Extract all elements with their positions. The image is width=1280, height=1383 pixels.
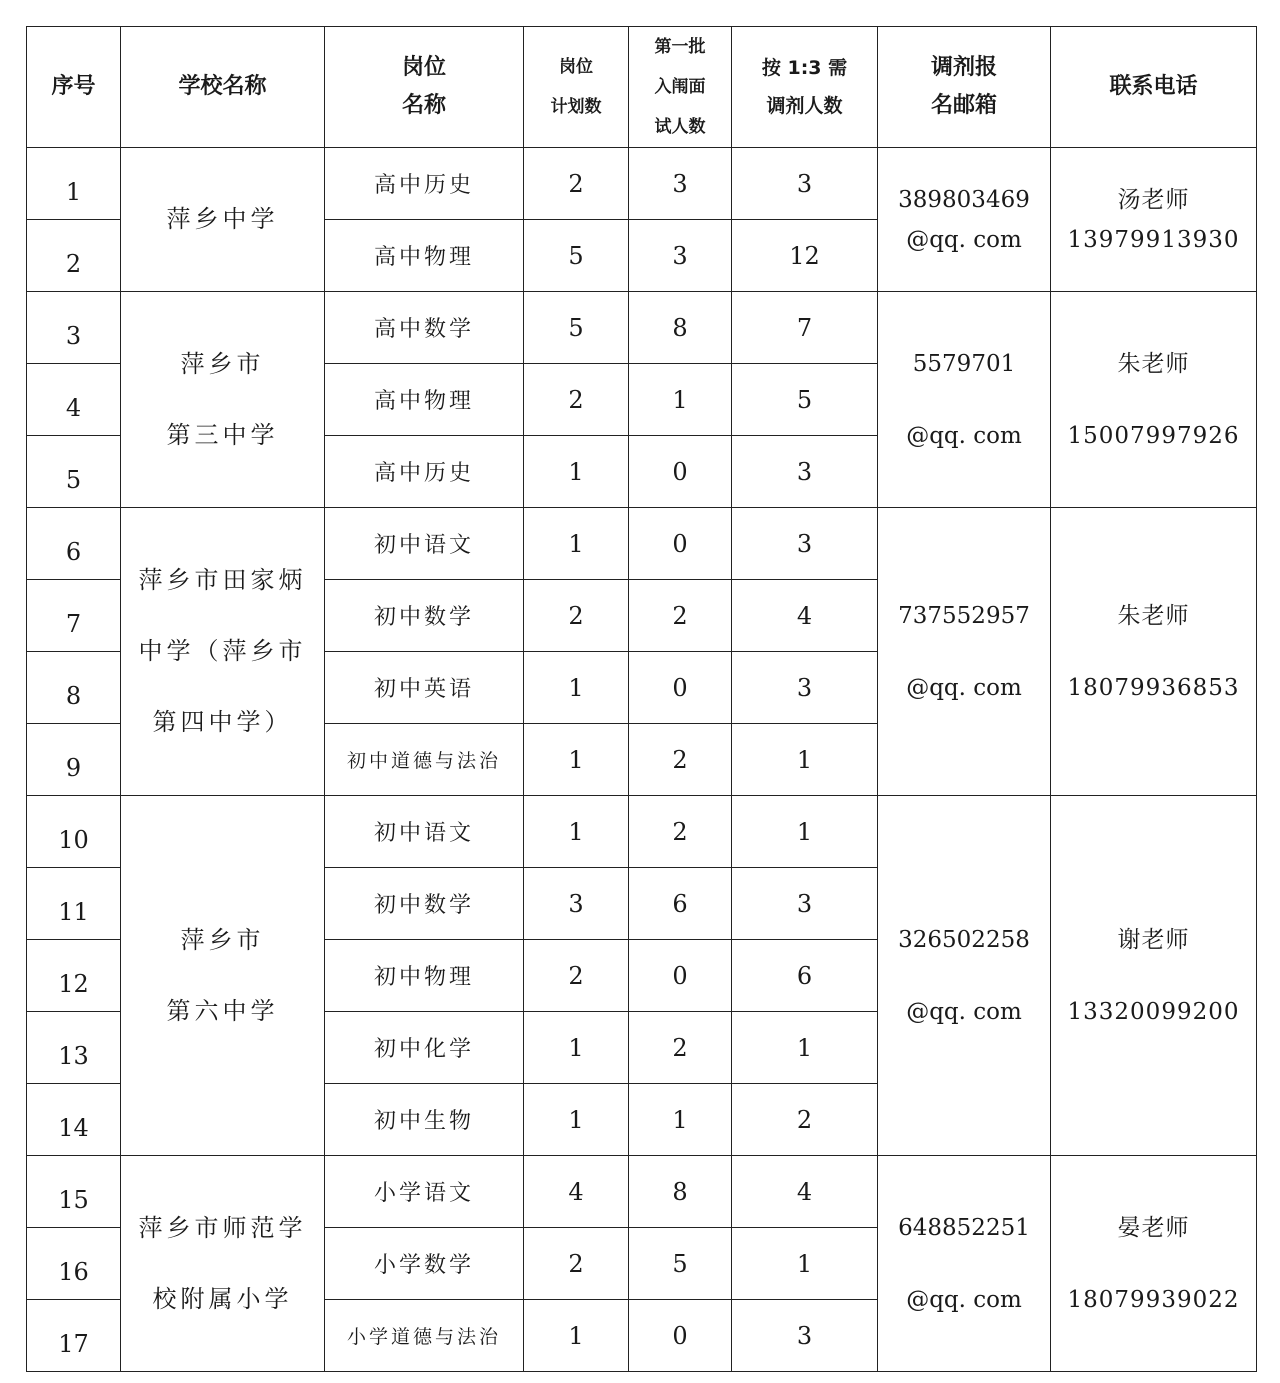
adjust-count-cell: 7 [732, 292, 878, 364]
header-row [27, 27, 1257, 148]
adjust-count-cell: 2 [732, 1084, 878, 1156]
first-batch-cell: 8 [629, 1156, 732, 1228]
seq-cell: 1 [27, 148, 121, 220]
seq-cell: 9 [27, 724, 121, 796]
first-batch-cell: 3 [629, 148, 732, 220]
first-batch-cell: 3 [629, 220, 732, 292]
contact-phone-cell: 汤老师 13979913930 [1051, 148, 1257, 292]
plan-count-cell: 2 [524, 148, 629, 220]
plan-count-cell: 1 [524, 1300, 629, 1372]
seq-cell: 3 [27, 292, 121, 364]
header-seq: 序号 [27, 27, 121, 148]
signup-email-cell: 648852251 @qq. com [878, 1156, 1051, 1372]
contact-phone-cell: 晏老师 18079939022 [1051, 1156, 1257, 1372]
post-name-cell: 初中物理 [325, 940, 524, 1012]
plan-count-cell: 2 [524, 580, 629, 652]
adjust-count-cell: 4 [732, 580, 878, 652]
recruitment-adjustment-table [26, 26, 1257, 1372]
seq-cell: 6 [27, 508, 121, 580]
seq-cell: 17 [27, 1300, 121, 1372]
plan-count-cell: 4 [524, 1156, 629, 1228]
post-name-cell: 初中化学 [325, 1012, 524, 1084]
adjust-count-cell: 5 [732, 364, 878, 436]
adjust-count-cell: 3 [732, 508, 878, 580]
adjust-count-cell: 3 [732, 148, 878, 220]
post-name-cell: 初中数学 [325, 868, 524, 940]
seq-cell: 12 [27, 940, 121, 1012]
plan-count-cell: 1 [524, 724, 629, 796]
header-plan-count: 岗位 计划数 [524, 27, 629, 148]
plan-count-cell: 1 [524, 508, 629, 580]
seq-cell: 8 [27, 652, 121, 724]
first-batch-cell: 0 [629, 940, 732, 1012]
post-name-cell: 小学道德与法治 [325, 1300, 524, 1372]
plan-count-cell: 1 [524, 652, 629, 724]
seq-cell: 13 [27, 1012, 121, 1084]
post-name-cell: 高中历史 [325, 436, 524, 508]
plan-count-cell: 2 [524, 364, 629, 436]
post-name-cell: 初中英语 [325, 652, 524, 724]
post-name-cell: 小学数学 [325, 1228, 524, 1300]
adjust-count-cell: 3 [732, 868, 878, 940]
seq-cell: 16 [27, 1228, 121, 1300]
first-batch-cell: 1 [629, 364, 732, 436]
first-batch-cell: 5 [629, 1228, 732, 1300]
table-row [27, 1156, 1257, 1228]
seq-cell: 15 [27, 1156, 121, 1228]
first-batch-cell: 0 [629, 652, 732, 724]
post-name-cell: 高中物理 [325, 364, 524, 436]
plan-count-cell: 5 [524, 220, 629, 292]
header-post: 岗位 名称 [325, 27, 524, 148]
school-name-cell: 萍乡市 第三中学 [121, 292, 325, 508]
header-email: 调剂报 名邮箱 [878, 27, 1051, 148]
post-name-cell: 初中数学 [325, 580, 524, 652]
post-name-cell: 高中数学 [325, 292, 524, 364]
post-name-cell: 初中语文 [325, 508, 524, 580]
adjust-count-cell: 3 [732, 652, 878, 724]
adjust-count-cell: 3 [732, 436, 878, 508]
adjust-count-cell: 1 [732, 1228, 878, 1300]
plan-count-cell: 1 [524, 1012, 629, 1084]
signup-email-cell: 737552957 @qq. com [878, 508, 1051, 796]
post-name-cell: 小学语文 [325, 1156, 524, 1228]
first-batch-cell: 0 [629, 508, 732, 580]
table-row [27, 796, 1257, 868]
seq-cell: 7 [27, 580, 121, 652]
plan-count-cell: 1 [524, 436, 629, 508]
post-name-cell: 初中道德与法治 [325, 724, 524, 796]
first-batch-cell: 2 [629, 580, 732, 652]
table-row [27, 292, 1257, 364]
contact-phone-cell: 朱老师 18079936853 [1051, 508, 1257, 796]
school-name-cell: 萍乡市 第六中学 [121, 796, 325, 1156]
first-batch-cell: 6 [629, 868, 732, 940]
plan-count-cell: 3 [524, 868, 629, 940]
header-school: 学校名称 [121, 27, 325, 148]
post-name-cell: 高中物理 [325, 220, 524, 292]
post-name-cell: 高中历史 [325, 148, 524, 220]
post-name-cell: 初中生物 [325, 1084, 524, 1156]
first-batch-cell: 2 [629, 724, 732, 796]
header-phone: 联系电话 [1051, 27, 1257, 148]
signup-email-cell: 5579701 @qq. com [878, 292, 1051, 508]
school-name-cell: 萍乡市田家炳 中学（萍乡市 第四中学） [121, 508, 325, 796]
first-batch-cell: 8 [629, 292, 732, 364]
school-name-cell: 萍乡市师范学 校附属小学 [121, 1156, 325, 1372]
contact-phone-cell: 朱老师 15007997926 [1051, 292, 1257, 508]
table-body [27, 148, 1257, 1372]
seq-cell: 14 [27, 1084, 121, 1156]
plan-count-cell: 1 [524, 1084, 629, 1156]
first-batch-cell: 0 [629, 436, 732, 508]
post-name-cell: 初中语文 [325, 796, 524, 868]
adjust-count-cell: 1 [732, 1012, 878, 1084]
first-batch-cell: 2 [629, 1012, 732, 1084]
adjust-count-cell: 12 [732, 220, 878, 292]
seq-cell: 11 [27, 868, 121, 940]
seq-cell: 4 [27, 364, 121, 436]
header-first-batch: 第一批 入闱面 试人数 [629, 27, 732, 148]
seq-cell: 5 [27, 436, 121, 508]
seq-cell: 10 [27, 796, 121, 868]
first-batch-cell: 0 [629, 1300, 732, 1372]
adjust-count-cell: 3 [732, 1300, 878, 1372]
adjust-count-cell: 4 [732, 1156, 878, 1228]
plan-count-cell: 2 [524, 1228, 629, 1300]
school-name-cell: 萍乡中学 [121, 148, 325, 292]
header-adjust-count: 按 1:3 需 调剂人数 [732, 27, 878, 148]
signup-email-cell: 389803469 @qq. com [878, 148, 1051, 292]
seq-cell: 2 [27, 220, 121, 292]
plan-count-cell: 1 [524, 796, 629, 868]
adjust-count-cell: 1 [732, 724, 878, 796]
table-row [27, 148, 1257, 220]
adjust-count-cell: 1 [732, 796, 878, 868]
adjust-count-cell: 6 [732, 940, 878, 1012]
contact-phone-cell: 谢老师 13320099200 [1051, 796, 1257, 1156]
first-batch-cell: 1 [629, 1084, 732, 1156]
signup-email-cell: 326502258 @qq. com [878, 796, 1051, 1156]
plan-count-cell: 5 [524, 292, 629, 364]
first-batch-cell: 2 [629, 796, 732, 868]
table-row [27, 508, 1257, 580]
plan-count-cell: 2 [524, 940, 629, 1012]
